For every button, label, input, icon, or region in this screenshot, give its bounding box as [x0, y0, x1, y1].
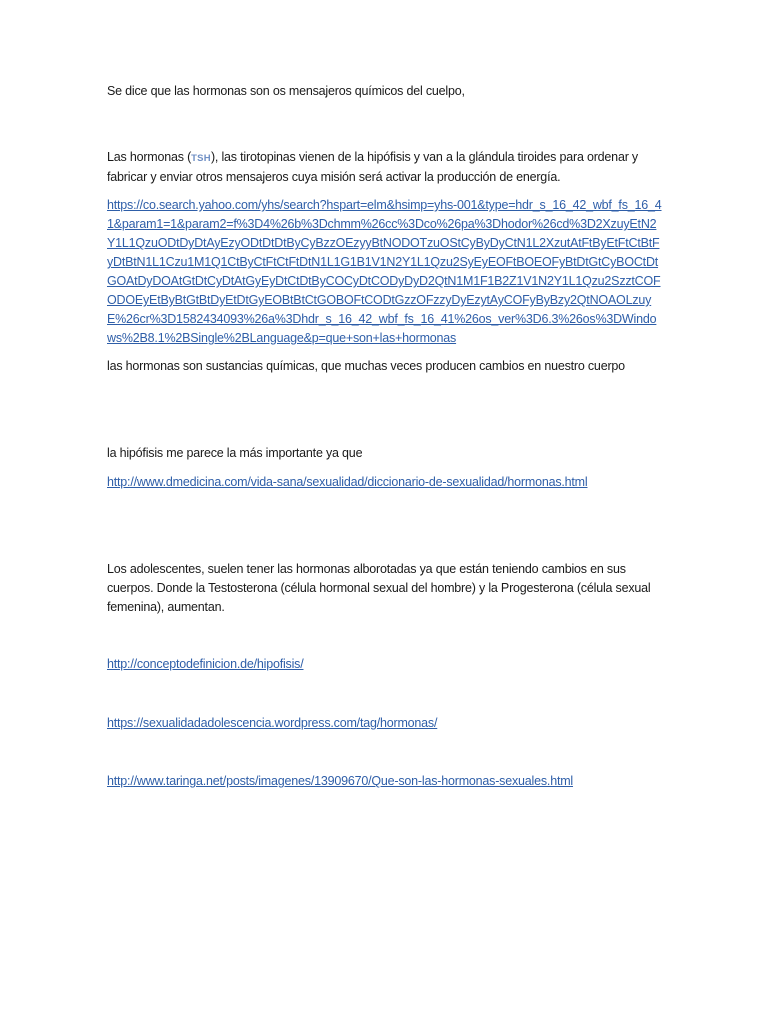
link-sexualidadadolescencia-block	[107, 714, 667, 733]
paragraph-tsh-before: Las hormonas (	[107, 150, 192, 164]
paragraph-tsh-after: ), las tirotopinas vienen de la hipófisis y van a la glándula tiroides para ordenar y fabricar y enviar otros mensajeros cuya misión será activar la producción de energía.	[107, 150, 638, 184]
link-conceptodefinicion[interactable]: http://conceptodefinicion.de/hipofisis/	[107, 657, 304, 671]
paragraph-intro: Se dice que las hormonas son os mensajeros químicos del cuelpo,	[107, 84, 465, 98]
link-taringa[interactable]: http://www.taringa.net/posts/imagenes/13909670/Que-son-las-hormonas-sexuales.html	[107, 774, 574, 788]
link-sexualidadadolescencia[interactable]: https://sexualidadadolescencia.wordpress.com/tag/hormonas/	[107, 716, 438, 730]
tsh-abbreviation: TSH	[191, 153, 211, 164]
link-taringa-block	[107, 772, 667, 791]
paragraph-adolescentes: Los adolescentes, suelen tener las hormonas alborotadas ya que están teniendo cambios en sus cuerpos. Donde la Testosterona (célula hormonal sexual del hombre) y la Progesterona (célula sexual femenina), aumentan.	[107, 562, 651, 614]
link-dmedicina-block	[107, 473, 667, 492]
link-yahoo-search-block	[107, 196, 662, 348]
link-dmedicina[interactable]: http://www.dmedicina.com/vida-sana/sexualidad/diccionario-de-sexualidad/hormonas.html	[107, 475, 588, 489]
link-conceptodefinicion-block	[107, 655, 667, 674]
paragraph-tsh	[107, 148, 667, 187]
paragraph-hipofisis: la hipófisis me parece la más importante ya que	[107, 446, 363, 460]
link-yahoo-search[interactable]: https://co.search.yahoo.com/yhs/search?hspart=elm&hsimp=yhs-001&type=hdr_s_16_42_wbf_fs_16_41&param1=1&param2=f%3D4%26b%3Dchmm%26cc%3Dco%26pa%3Dhodor%26cd%3D2XzuyEtN2Y1L1QzuODtDyDtAyEzyODtDtDtByCyBzzOEzyyBtNODOTzuOStCyByDyCtN1L2XzutAtFtByEtFtCtBtFyDtBtN1L1Czu1M1Q1CtByCtFtCtFtDtN1L1G1B1V1N2Y1L1Qzu2SyEyEOFtBOEOFyBtDtGtCyBOCtDtGOAtDyDOAtGtDtCyDtAtGyEyDtCtDtByCOCyDtCODyDyD2QtN1M1F1B2Z1V1N2Y1L1Qzu2SzztCOFODOEyEtByBtGtBtDyEtDtGyEOBtBtCtGOBOFtCODtGzzOFzzyDyEzytAyCOFyByBzy2QtNOAOLzuyE%26cr%3D1582434093%26a%3Dhdr_s_16_42_wbf_fs_16_41%26os_ver%3D6.3%26os%3DWindows%2B8.1%2BSingle%2BLanguage&p=que+son+las+hormonas	[107, 198, 662, 345]
paragraph-sustancias: las hormonas son sustancias químicas, que muchas veces producen cambios en nuestro cuerpo	[107, 359, 625, 373]
